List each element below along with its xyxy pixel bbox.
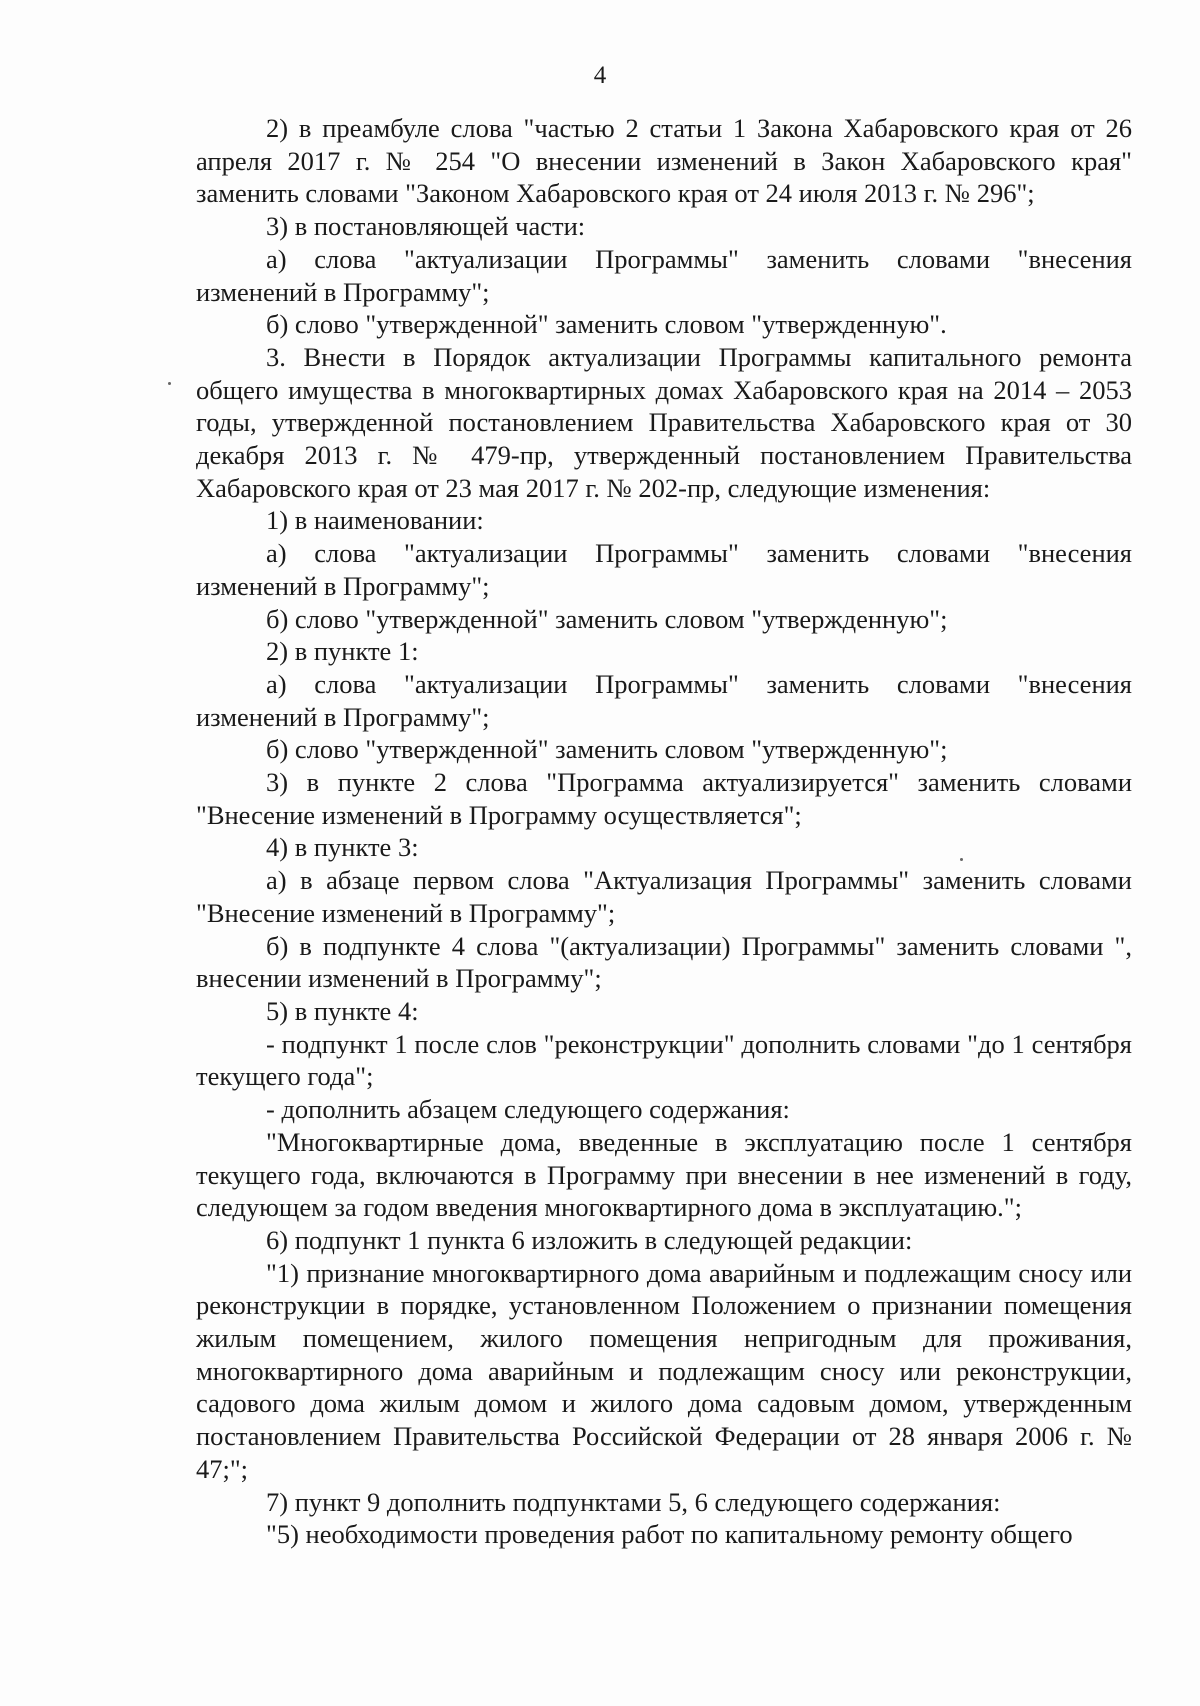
paragraph-subitem: 6) подпункт 1 пункта 6 изложить в следующей редакции: (266, 1224, 913, 1255)
paragraph-preamble: 2) в преамбуле слова "частью 2 статьи 1 Закона Хабаровского края от 26 апреля 2017 г. № 254 "О внесении изменений в Закон Хабаровского края" заменить словами "Законом Хабаровского края от 24 июля 2013 г. № 296"; (196, 113, 1132, 209)
paragraph-subitem: а) слова "актуализации Программы" заменить словами "внесения изменений в Программу"; (196, 538, 1132, 601)
paragraph-subitem: - подпункт 1 после слов "реконструкции" дополнить словами "до 1 сентября текущего года"; (196, 1028, 1132, 1092)
paragraph-subitem: 3) в пункте 2 слова "Программа актуализируется" заменить словами "Внесение изменений в Программу осуществляется"; (196, 767, 1132, 830)
paragraph-subitem: б) слово "утвержденной" заменить словом "утвержденную"; (266, 734, 948, 765)
scan-speck (168, 382, 171, 385)
page-number: 4 (593, 62, 607, 89)
paragraph-subitem: б) в подпункте 4 слова "(актуализации) Программы" заменить словами ", внесении изменений в Программу"; (196, 930, 1132, 994)
paragraph-subitem: - дополнить абзацем следующего содержания: (266, 1094, 790, 1125)
paragraph-subitem: а) слова "актуализации Программы" заменить словами "внесения изменений в Программу"; (196, 668, 1132, 732)
paragraph-subitem: 4) в пункте 3: (266, 832, 419, 863)
paragraph-quote: "1) признание многоквартирного дома аварийным и подлежащим сносу или реконструкции в порядке, установленном Положением о признании помещения жилым помещением, жилого помещения непригодным для проживания, многоквартирного дома аварийным и подлежащим сносу или реконструкции, садового дома жилым домом и жилого дома садовым домом, утвержденным постановлением Правительства Российской Федерации от 28 января 2006 г. № 47;"; (196, 1257, 1132, 1484)
paragraph-subitem: а) в абзаце первом слова "Актуализация Программы" заменить словами "Внесение изменений в Программу"; (196, 865, 1132, 928)
paragraph-subitem: б) слово "утвержденной" заменить словом "утвержденную". (266, 309, 947, 340)
paragraph-operative-part: 3) в постановляющей части: (266, 211, 586, 242)
paragraph-subitem: 7) пункт 9 дополнить подпунктами 5, 6 следующего содержания: (266, 1486, 1001, 1517)
paragraph-subitem: б) слово "утвержденной" заменить словом "утвержденную"; (266, 603, 948, 634)
scan-speck (960, 858, 963, 861)
paragraph-item-3: 3. Внести в Порядок актуализации Программы капитального ремонта общего имущества в многоквартирных домах Хабаровского края на 2014 – 2053 годы, утвержденной постановлением Правительства Хабаровского края от 30 декабря 2013 г. № 479-пр, утвержденный постановлением Правительства Хабаровского края от 23 мая 2017 г. № 202-пр, следующие изменения: (196, 341, 1132, 503)
document-body (196, 112, 1132, 1551)
paragraph-subitem: 2) в пункте 1: (266, 636, 419, 667)
paragraph-quote: "Многоквартирные дома, введенные в эксплуатацию после 1 сентября текущего года, включаются в Программу при внесении в нее изменений в году, следующем за годом введения многоквартирного дома в эксплуатацию."; (196, 1126, 1132, 1223)
paragraph-subitem: 5) в пункте 4: (266, 995, 419, 1026)
paragraph-quote-continued: "5) необходимости проведения работ по капитальному ремонту общего (266, 1519, 1073, 1550)
paragraph-subitem: 1) в наименовании: (266, 505, 484, 536)
paragraph-subitem: а) слова "актуализации Программы" заменить словами "внесения изменений в Программу"; (196, 243, 1132, 307)
